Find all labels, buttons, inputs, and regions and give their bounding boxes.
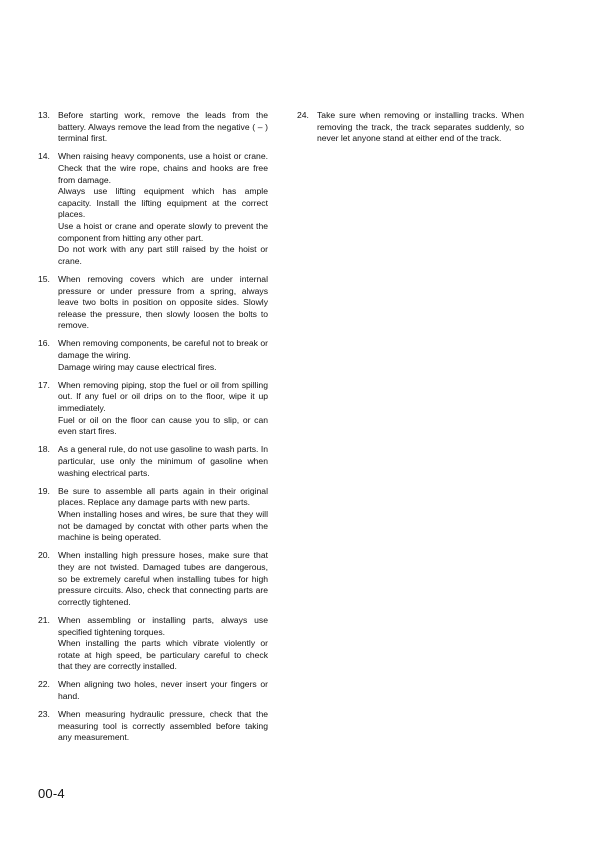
item-paragraph: Use a hoist or crane and operate slowly to prevent the component from hitting any other part. (58, 220, 268, 243)
item-number: 19. (38, 485, 50, 496)
item-paragraph: When removing covers which are under internal pressure or under pressure from a spring, always leave two bolts in position on opposite sides. Slowly release the pressure, then slowly loosen the bolts to remove. (58, 273, 268, 331)
item-body (58, 615, 268, 673)
item-number: 14. (38, 151, 50, 162)
item-number: 15. (38, 273, 50, 284)
item-number: 22. (38, 679, 50, 690)
item-paragraph: When raising heavy components, use a hoist or crane. Check that the wire rope, chains and hooks are free from damage. (58, 151, 268, 185)
list-item (38, 338, 268, 373)
right-column (297, 110, 524, 151)
item-paragraph: When measuring hydraulic pressure, check that the measuring tool is correctly assembled before taking any measurement. (58, 709, 268, 743)
item-paragraph: When removing piping, stop the fuel or oil from spilling out. If any fuel or oil drips on to the floor, wipe it up immediately. (58, 379, 268, 414)
item-body (58, 679, 268, 702)
item-body (58, 110, 268, 145)
item-body (58, 380, 268, 438)
item-number: 17. (38, 379, 50, 390)
list-item (38, 444, 268, 479)
item-paragraph: Before starting work, remove the leads from the battery. Always remove the lead from the negative ( – ) terminal first. (58, 110, 268, 144)
item-body (58, 151, 268, 267)
list-item (38, 380, 268, 438)
list-item (38, 550, 268, 608)
item-body (58, 274, 268, 332)
list-item (38, 110, 268, 145)
item-paragraph: When installing hoses and wires, be sure that they will not be damaged by conctat with other parts when the machine is being operated. (58, 508, 268, 543)
list-item (38, 709, 268, 744)
item-body (58, 550, 268, 608)
item-number: 16. (38, 338, 50, 349)
item-number: 18. (38, 444, 50, 455)
item-body (58, 338, 268, 373)
item-number: 21. (38, 614, 50, 625)
list-item (38, 615, 268, 673)
list-item (38, 679, 268, 702)
item-paragraph: As a general rule, do not use gasoline to wash parts. In particular, use only the minimum of gasoline when washing electrical parts. (58, 444, 268, 478)
list-item (38, 274, 268, 332)
item-number: 13. (38, 110, 50, 120)
item-paragraph: Do not work with any part still raised by the hoist or crane. (58, 244, 268, 266)
item-paragraph: When removing components, be careful not to break or damage the wiring. (58, 338, 268, 361)
item-paragraph: When installing high pressure hoses, make sure that they are not twisted. Damaged tubes are dangerous, so be extremely careful when installing tubes for high pressure circuits. Also, check that connecting parts are correctly tightened. (58, 550, 268, 607)
item-body (58, 444, 268, 479)
item-paragraph: Always use lifting equipment which has ample capacity. Install the lifting equipment at the correct places. (58, 186, 268, 220)
list-item (38, 486, 268, 544)
item-paragraph: When installing the parts which vibrate violently or rotate at high speed, be particulary careful to check that they are correctly installed. (58, 638, 268, 672)
item-paragraph: Fuel or oil on the floor can cause you to slip, or can even start fires. (58, 414, 268, 437)
list-item (297, 110, 524, 145)
item-body (58, 486, 268, 544)
item-number: 23. (38, 709, 50, 720)
item-paragraph: When aligning two holes, never insert your fingers or hand. (58, 679, 268, 702)
page-number: 00-4 (38, 786, 65, 801)
list-item (38, 151, 268, 267)
item-number: 24. (297, 110, 309, 120)
item-body (58, 709, 268, 744)
item-body (317, 110, 524, 145)
item-number: 20. (38, 550, 50, 561)
item-paragraph: When assembling or installing parts, always use specified tightening torques. (58, 614, 268, 637)
item-paragraph: Take sure when removing or installing tracks. When removing the track, the track separates suddenly, so never let anyone stand at either end of the track. (317, 110, 524, 144)
item-paragraph: Damage wiring may cause electrical fires. (58, 361, 217, 372)
item-paragraph: Be sure to assemble all parts again in their original places. Replace any damage parts with new parts. (58, 485, 268, 508)
left-column (38, 110, 268, 751)
